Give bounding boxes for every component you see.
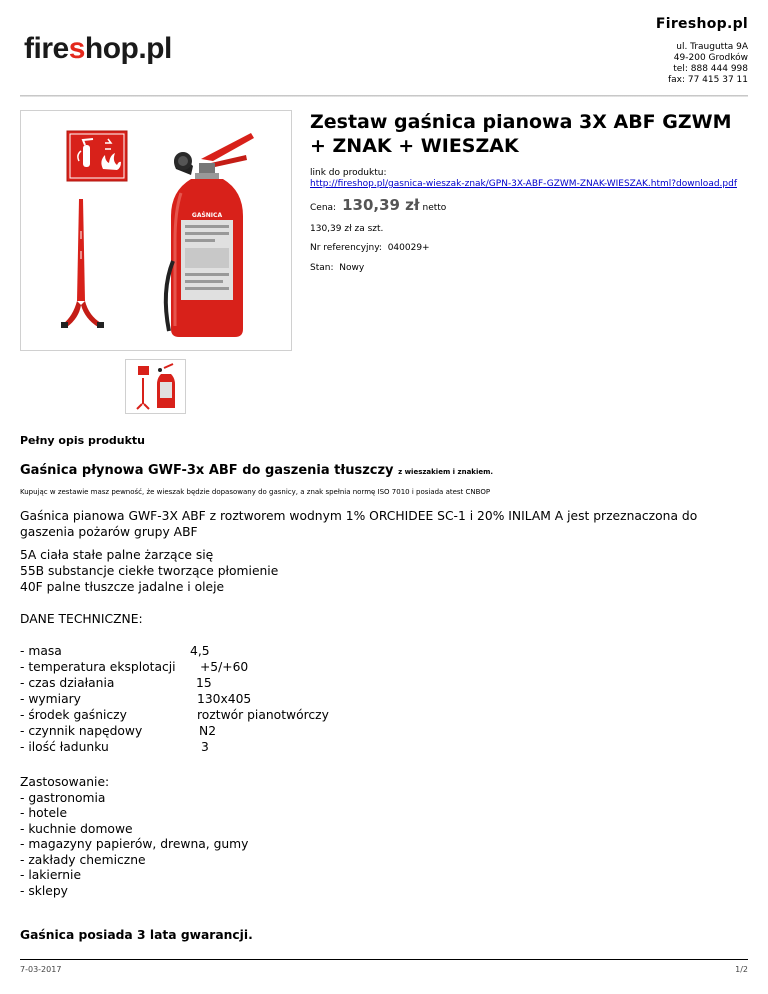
fine-print: Kupując w zestawie masz pewność, że wieszak będzie dopasowany do gasnicy, a znak spełnia normę ISO 7010 i posiada atest CNBOP: [20, 488, 491, 496]
shop-address: [668, 42, 748, 86]
spec-key: - ilość ładunku: [20, 740, 109, 754]
footer-date: 7-03-2017: [20, 965, 62, 974]
usage-item: - gastronomia: [20, 790, 106, 805]
address-line: tel: 888 444 998: [673, 64, 748, 74]
product-main-image[interactable]: [20, 110, 292, 351]
state-value: Nowy: [339, 263, 365, 273]
intro-paragraph: Gaśnica pianowa GWF-3X ABF z roztworem wodnym 1% ORCHIDEE SC-1 i 20% INILAM A jest przeznaczona do gaszenia pożarów grupy ABF: [20, 509, 698, 539]
fire-class-item: 5A ciała stałe palne żarzące się: [20, 548, 214, 562]
usage-item: - magazyny papierów, drewna, gumy: [20, 837, 249, 851]
usage-item: - sklepy: [20, 883, 68, 898]
spec-key: - wymiary: [20, 692, 81, 706]
state-row: [310, 263, 364, 274]
spec-value: 130x405: [197, 692, 252, 706]
fire-extinguisher-sign-icon: [67, 131, 127, 181]
spec-key: - masa: [20, 644, 62, 658]
logo-text-2: s: [68, 32, 85, 65]
thumbnail-image: [126, 360, 185, 413]
fire-classes: [20, 547, 750, 595]
spec-row: [20, 659, 420, 675]
spec-key: - temperatura eksplotacji: [20, 660, 176, 674]
product-thumbnail[interactable]: [125, 359, 186, 414]
usage-item: - hotele: [20, 806, 68, 820]
reference-value: 040029+: [387, 243, 430, 253]
spec-value: 15: [196, 676, 212, 690]
spec-row: [20, 675, 420, 691]
spec-table: [20, 643, 420, 755]
usage-item: - zakłady chemiczne: [20, 852, 146, 867]
fire-extinguisher-icon: [166, 133, 254, 337]
header-divider: [20, 95, 748, 97]
full-description-heading: Pełny opis produktu: [20, 434, 145, 447]
logo-text-3: hop.pl: [84, 32, 172, 65]
product-illustration: [21, 111, 291, 350]
description-title-main: Gaśnica płynowa GWF-3x ABF do gaszenia tłuszczy: [20, 463, 394, 478]
wall-hanger-icon: [61, 199, 104, 328]
description-title-sub: z wieszakiem i znakiem.: [398, 468, 494, 476]
spec-value: 4,5: [190, 644, 210, 658]
spec-key: - czas działania: [20, 676, 115, 690]
spec-value: roztwór pianotwórczy: [197, 708, 329, 722]
footer-divider: [20, 959, 748, 960]
price-label: Cena:: [310, 203, 337, 213]
address-line: ul. Traugutta 9A: [676, 42, 748, 52]
spec-value: 3: [201, 740, 209, 754]
spec-row: [20, 723, 420, 739]
product-link-label: link do produktu:: [310, 168, 387, 178]
page-number: 1/2: [735, 965, 748, 974]
address-line: fax: 77 415 37 11: [667, 75, 748, 85]
price-per-unit: 130,39 zł za szt.: [310, 224, 384, 234]
shop-logo[interactable]: [24, 32, 172, 66]
price-value: 130,39 zł: [342, 196, 420, 214]
reference-row: [310, 243, 430, 254]
state-label: Stan:: [310, 263, 334, 273]
price-suffix: netto: [422, 203, 447, 213]
warranty-note: Gaśnica posiada 3 lata gwarancji.: [20, 928, 253, 942]
spec-row: [20, 691, 420, 707]
spec-row: [20, 643, 420, 659]
logo-text-1: fire: [24, 32, 69, 65]
spec-key: - środek gaśniczy: [20, 708, 127, 722]
spec-value: N2: [199, 724, 217, 738]
reference-label: Nr referencyjny:: [310, 243, 382, 253]
fire-class-item: 40F palne tłuszcze jadalne i oleje: [20, 580, 225, 594]
usage-section: [20, 775, 248, 899]
usage-item: - lakiernie: [20, 868, 82, 882]
spec-value: +5/+60: [200, 660, 249, 674]
tech-data-heading: DANE TECHNICZNE:: [20, 612, 143, 626]
product-title: Zestaw gaśnica pianowa 3X ABF GZWM + ZNAK + WIESZAK: [310, 111, 732, 157]
usage-heading: Zastosowanie:: [20, 775, 110, 789]
spec-row: [20, 707, 420, 723]
product-link[interactable]: http://fireshop.pl/gasnica-wieszak-znak/GPN-3X-ABF-GZWM-ZNAK-WIESZAK.html?download.pdf: [310, 179, 737, 189]
price-row: [310, 196, 446, 214]
spec-key: - czynnik napędowy: [20, 724, 143, 738]
extinguisher-label: GAŚNICA: [191, 212, 223, 219]
fire-class-item: 55B substancje ciekłe tworzące płomienie: [20, 564, 279, 578]
usage-item: - kuchnie domowe: [20, 821, 133, 836]
description-title: [20, 463, 493, 478]
address-line: 49-200 Grodków: [673, 53, 748, 63]
shop-name: Fireshop.pl: [655, 16, 748, 32]
spec-row: [20, 739, 420, 755]
